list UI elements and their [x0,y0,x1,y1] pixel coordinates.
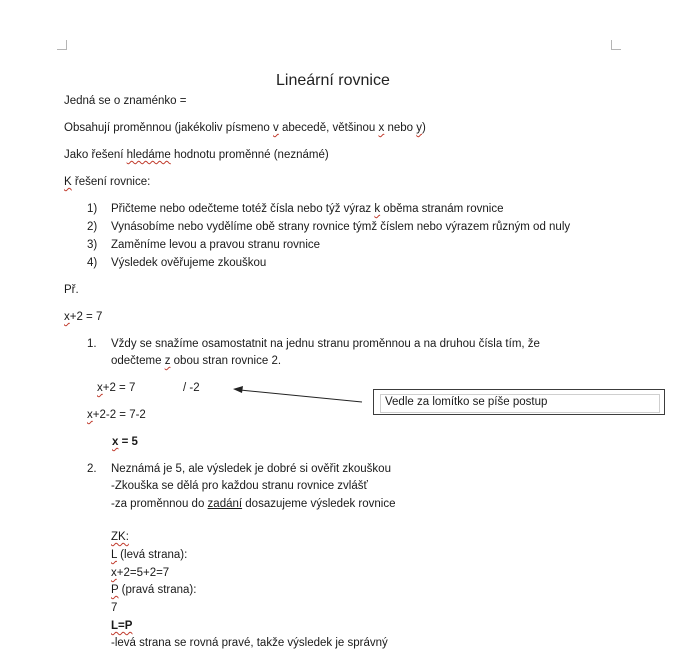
point-number: 1. [87,338,97,350]
annotation-text: Vedle za lomítko se píše postup [380,394,660,413]
text-run: (levá strana): [116,549,188,561]
step-number: 2) [87,221,98,233]
text-run-spellcheck: v [273,122,279,134]
conclusion-line: -levá strana se rovná pravé, takže výsledek je správný [111,637,388,649]
text-run: dosazujeme výsledek rovnice [242,498,396,510]
text-run-spellcheck: x [378,122,385,134]
intro-line-2 [64,122,426,134]
text-run: Vždy se snažíme osamostatnit na jednu stranu proměnnou a na druhou čísla tím, že [111,338,540,350]
text-run: ) [422,122,426,134]
calc-operation: / -2 [183,382,200,394]
text-run: Přičteme nebo odečteme totéž čísla nebo týž výraz [111,203,375,215]
check-label [111,531,129,543]
intro-line-4 [64,176,150,188]
text-run-underlined: zadání [207,498,243,510]
text-run-spellcheck: hledáme [126,149,171,161]
point-2-line-1 [87,463,391,475]
intro-line-1 [64,95,186,107]
calc-line-1 [97,382,135,394]
point-1-line-2 [111,355,281,367]
intro-line-1-text: Jedná se o znaménko = [64,95,187,107]
step-item [87,203,503,215]
example-label: Př. [64,284,79,296]
text-run-spellcheck: x [97,382,103,394]
step-text: Zaměníme levou a pravou stranu rovnice [111,239,321,251]
text-run: -za proměnnou do [111,498,208,510]
text-run: Neznámá je 5, ale výsledek je dobré si ověřit zkouškou [111,463,391,475]
result-line [112,436,138,448]
text-run-spellcheck: z [164,355,171,367]
point-number: 2. [87,463,97,475]
right-side-value: 7 [111,602,118,614]
text-run: (pravá strana): [118,584,197,596]
text-run: oběma stranám rovnice [380,203,504,215]
text-run-spellcheck: L=P [111,620,133,632]
right-side-label [111,584,196,596]
arrow-line [240,390,362,402]
intro-line-3 [64,149,329,161]
example-equation [64,311,102,323]
text-run: +2=5+2=7 [116,567,170,579]
text-run: = 5 [118,436,138,448]
step-text: Výsledek ověřujeme zkouškou [111,257,267,269]
page-corner-mark-right [611,40,621,50]
text-run: obou stran rovnice 2. [170,355,282,367]
arrowhead [233,386,243,393]
text-run: hodnotu proměnné (neznámé) [170,149,329,161]
text-run: +2 = 7 [102,382,136,394]
point-1-line-1 [87,338,540,350]
text-run: +2-2 = 7-2 [92,409,146,421]
annotation-textbox[interactable] [373,389,665,415]
document-title: Lineární rovnice [276,72,390,89]
step-item [87,221,570,233]
left-side-calc [111,567,169,579]
text-run-spellcheck: K [64,176,72,188]
step-number: 3) [87,239,98,251]
text-run: Jako řešení [64,149,127,161]
text-run-spellcheck: L [111,549,117,561]
step-text: Vynásobíme nebo vydělíme obě strany rovnice týmž číslem nebo výrazem různým od nuly [111,221,571,233]
point-2-line-2: -Zkouška se dělá pro každou stranu rovnice zvlášť [111,480,368,492]
text-run-spellcheck: x [64,311,70,323]
point-2-line-3 [111,498,396,510]
text-run-spellcheck: ZK: [111,531,129,543]
text-run: nebo [384,122,417,134]
text-run: odečteme [111,355,165,367]
text-run: Obsahují proměnnou (jakékoliv písmeno [64,122,274,134]
text-run-spellcheck: y [416,122,423,134]
text-run-spellcheck: P [111,584,119,596]
text-run-spellcheck: k [374,203,381,215]
step-number: 4) [87,257,98,269]
text-run-spellcheck: x [111,567,117,579]
text-run: řešení rovnice: [71,176,151,188]
left-side-label [111,549,187,561]
step-number: 1) [87,203,98,215]
calc-line-2 [87,409,146,421]
text-run-spellcheck: x [112,436,119,448]
page-corner-mark-left [57,40,67,50]
step-item [87,239,320,251]
text-run: abecedě, většinou [278,122,379,134]
text-run: +2 = 7 [69,311,103,323]
step-item [87,257,266,269]
text-run-spellcheck: x [87,409,93,421]
check-equality [111,620,132,632]
